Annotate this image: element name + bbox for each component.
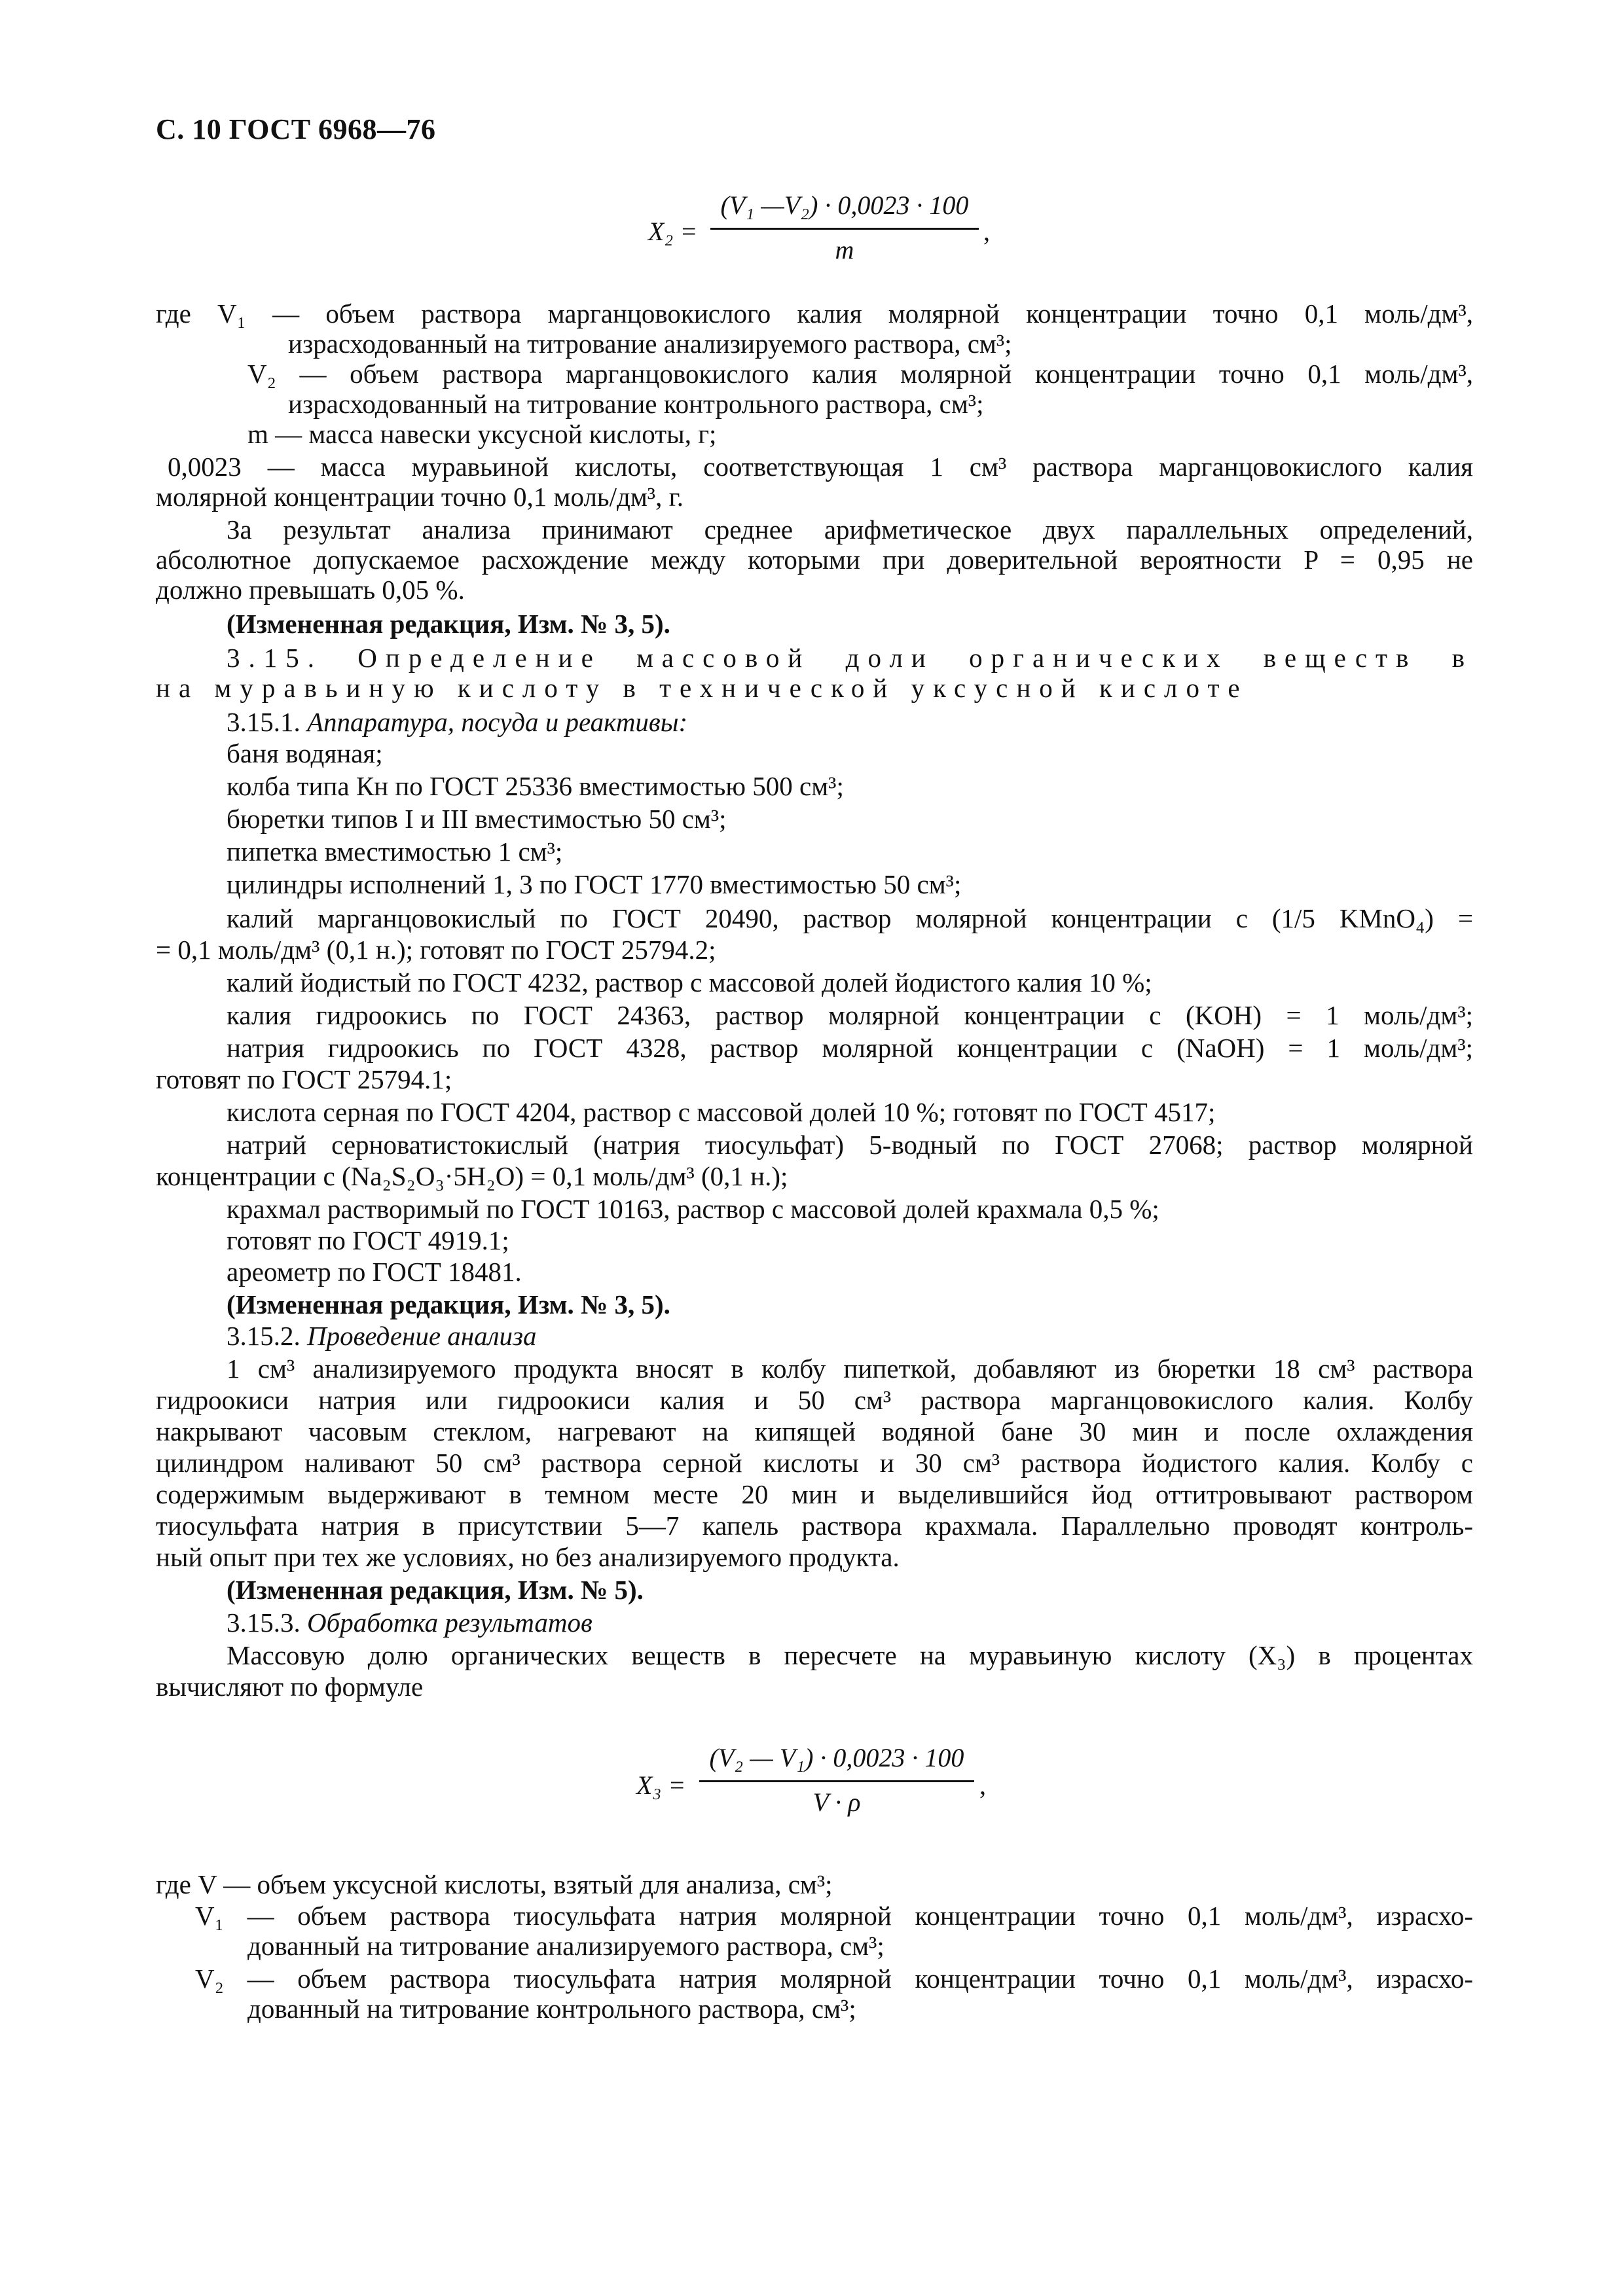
formula-x2-fraction-bar <box>710 228 979 230</box>
calc-line-2: вычисляют по формуле <box>156 1672 424 1702</box>
formula-x3-fraction-bar <box>699 1780 974 1782</box>
amendment-note-3: (Измененная редакция, Изм. № 5). <box>227 1575 644 1605</box>
list-item: бюретки типов I и III вместимостью 50 см³; <box>227 804 727 834</box>
list-item: калия гидроокись по ГОСТ 24363, раствор молярной концентрации c (KOH) = 1 моль/дм³; <box>227 1000 1473 1030</box>
procedure-line-6: тиосульфата натрия в присутствии 5—7 капель раствора крахмала. Параллельно проводят контроль- <box>156 1511 1473 1541</box>
subsection-3-15-3-title: Обработка результатов <box>307 1607 593 1638</box>
result-line-3: должно превышать 0,05 %. <box>156 575 465 605</box>
list-item: баня водяная; <box>227 738 383 768</box>
formula-x2-numerator: (V₁ —V₂) · 0,0023 · 100 <box>720 190 969 220</box>
formula-x3-numerator: (V₂ — V₁) · 0,0023 · 100 <box>709 1743 964 1772</box>
list-item: кислота серная по ГОСТ 4204, раствор с массовой долей 10 %; готовят по ГОСТ 4517; <box>227 1097 1216 1127</box>
procedure-line-3: накрывают часовым стеклом, нагревают на кипящей водяной бане 30 мин и после охлаждения <box>156 1416 1473 1446</box>
list-item: = 0,1 моль/дм³ (0,1 н.); готовят по ГОСТ 25794.2; <box>156 935 716 965</box>
amendment-note-1: (Измененная редакция, Изм. № 3, 5). <box>227 609 670 639</box>
list-item: калий марганцовокислый по ГОСТ 20490, раствор молярной концентрации c (1/5 KMnO₄) = <box>227 903 1473 933</box>
formula-x3-denominator: V · ρ <box>812 1787 861 1817</box>
list-item: цилиндры исполнений 1, 3 по ГОСТ 1770 вместимостью 50 см³; <box>227 869 962 899</box>
list-item: колба типа Кн по ГОСТ 25336 вместимостью 500 см³; <box>227 771 844 801</box>
list-item: крахмал растворимый по ГОСТ 10163, раствор с массовой долей крахмала 0,5 %; <box>227 1194 1159 1224</box>
list-item: натрий серноватистокислый (натрия тиосульфат) 5-водный по ГОСТ 27068; раствор молярной <box>227 1130 1473 1160</box>
def2-line-1: где V — объем уксусной кислоты, взятый для анализа, см³; <box>156 1869 833 1899</box>
list-item: калий йодистый по ГОСТ 4232, раствор с массовой долей йодистого калия 10 %; <box>227 967 1152 997</box>
def1-line-1: где V₁ — объем раствора марганцовокислого калия молярной концентрации точно 0,1 моль/дм³, <box>156 298 1473 329</box>
subsection-3-15-3 <box>227 1607 1473 1638</box>
def2-line-4: V₂ — объем раствора тиосульфата натрия молярной концентрации точно 0,1 моль/дм³, израсхо- <box>195 1964 1473 1994</box>
def1-line-4: израсходованный на титрование контрольного раствора, см³; <box>288 389 984 419</box>
def2-line-2: V₁ — объем раствора тиосульфата натрия молярной концентрации точно 0,1 моль/дм³, израсхо- <box>195 1901 1473 1931</box>
formula-x2-lhs: X₂ = <box>648 217 698 246</box>
subsection-3-15-1-title: Аппаратура, посуда и реактивы: <box>307 707 688 737</box>
list-item: ареометр по ГОСТ 18481. <box>227 1257 522 1287</box>
def1-line-5: m — масса навески уксусной кислоты, г; <box>247 419 717 449</box>
calc-line-1: Массовую долю органических веществ в пересчете на муравьиную кислоту (X₃) в процентах <box>227 1640 1473 1670</box>
list-item: концентрации c (Na₂S₂O₃·5H₂O) = 0,1 моль/дм³ (0,1 н.); <box>156 1161 788 1191</box>
subsection-3-15-2-title: Проведение анализа <box>307 1321 537 1351</box>
formula-x2-denominator: m <box>835 235 854 264</box>
list-item: пипетка вместимостью 1 см³; <box>227 836 563 867</box>
procedure-line-1: 1 см³ анализируемого продукта вносят в колбу пипеткой, добавляют из бюретки 18 см³ раствора <box>227 1354 1473 1384</box>
def1-line-7: молярной концентрации точно 0,1 моль/дм³, г. <box>156 482 684 512</box>
subsection-3-15-1 <box>227 707 1473 737</box>
procedure-line-4: цилиндром наливают 50 см³ раствора серной кислоты и 30 см³ раствора йодистого калия. Колбу с <box>156 1448 1473 1478</box>
list-item: готовят по ГОСТ 4919.1; <box>227 1225 509 1255</box>
def1-line-6: 0,0023 — масса муравьиной кислоты, соответствующая 1 см³ раствора марганцовокислого калия <box>168 452 1473 482</box>
page-header: С. 10 ГОСТ 6968—76 <box>156 113 436 145</box>
procedure-line-2: гидроокиси натрия или гидроокиси калия и 50 см³ раствора марганцовокислого калия. Колбу <box>156 1385 1473 1415</box>
subsection-3-15-3-number: 3.15.3. <box>227 1607 301 1638</box>
list-item: натрия гидроокись по ГОСТ 4328, раствор молярной концентрации c (NaOH) = 1 моль/дм³; <box>227 1033 1473 1063</box>
amendment-note-2: (Измененная редакция, Изм. № 3, 5). <box>227 1289 670 1319</box>
result-line-1: За результат анализа принимают среднее арифметическое двух параллельных определений, <box>227 514 1473 545</box>
formula-x2-comma: , <box>983 217 990 246</box>
result-line-2: абсолютное допускаемое расхождение между которыми при доверительной вероятности P = 0,95 не <box>156 545 1473 575</box>
section-title-line-2: на муравьиную кислоту в технической уксусной кислоте <box>156 673 1249 703</box>
formula-x3-comma: , <box>979 1770 986 1800</box>
def1-line-2: израсходованный на титрование анализируемого раствора, см³; <box>288 329 1012 359</box>
def2-line-5: дованный на титрование контрольного раствора, см³; <box>247 1994 856 2024</box>
subsection-3-15-1-number: 3.15.1. <box>227 707 301 737</box>
section-title-line-1: 3.15. Определение массовой доли органических веществ в <box>227 643 1473 673</box>
subsection-3-15-2-number: 3.15.2. <box>227 1321 301 1351</box>
subsection-3-15-2 <box>227 1321 1473 1351</box>
def1-line-3: V₂ — объем раствора марганцовокислого калия молярной концентрации точно 0,1 моль/дм³, <box>247 359 1473 389</box>
formula-x3-lhs: X₃ = <box>636 1770 686 1800</box>
procedure-line-5: содержимым выдерживают в темном месте 20 мин и выделившийся йод оттитровывают раствором <box>156 1479 1473 1509</box>
list-item: готовят по ГОСТ 25794.1; <box>156 1064 452 1094</box>
procedure-line-7: ный опыт при тех же условиях, но без анализируемого продукта. <box>156 1542 900 1572</box>
def2-line-3: дованный на титрование анализируемого раствора, см³; <box>247 1931 884 1961</box>
